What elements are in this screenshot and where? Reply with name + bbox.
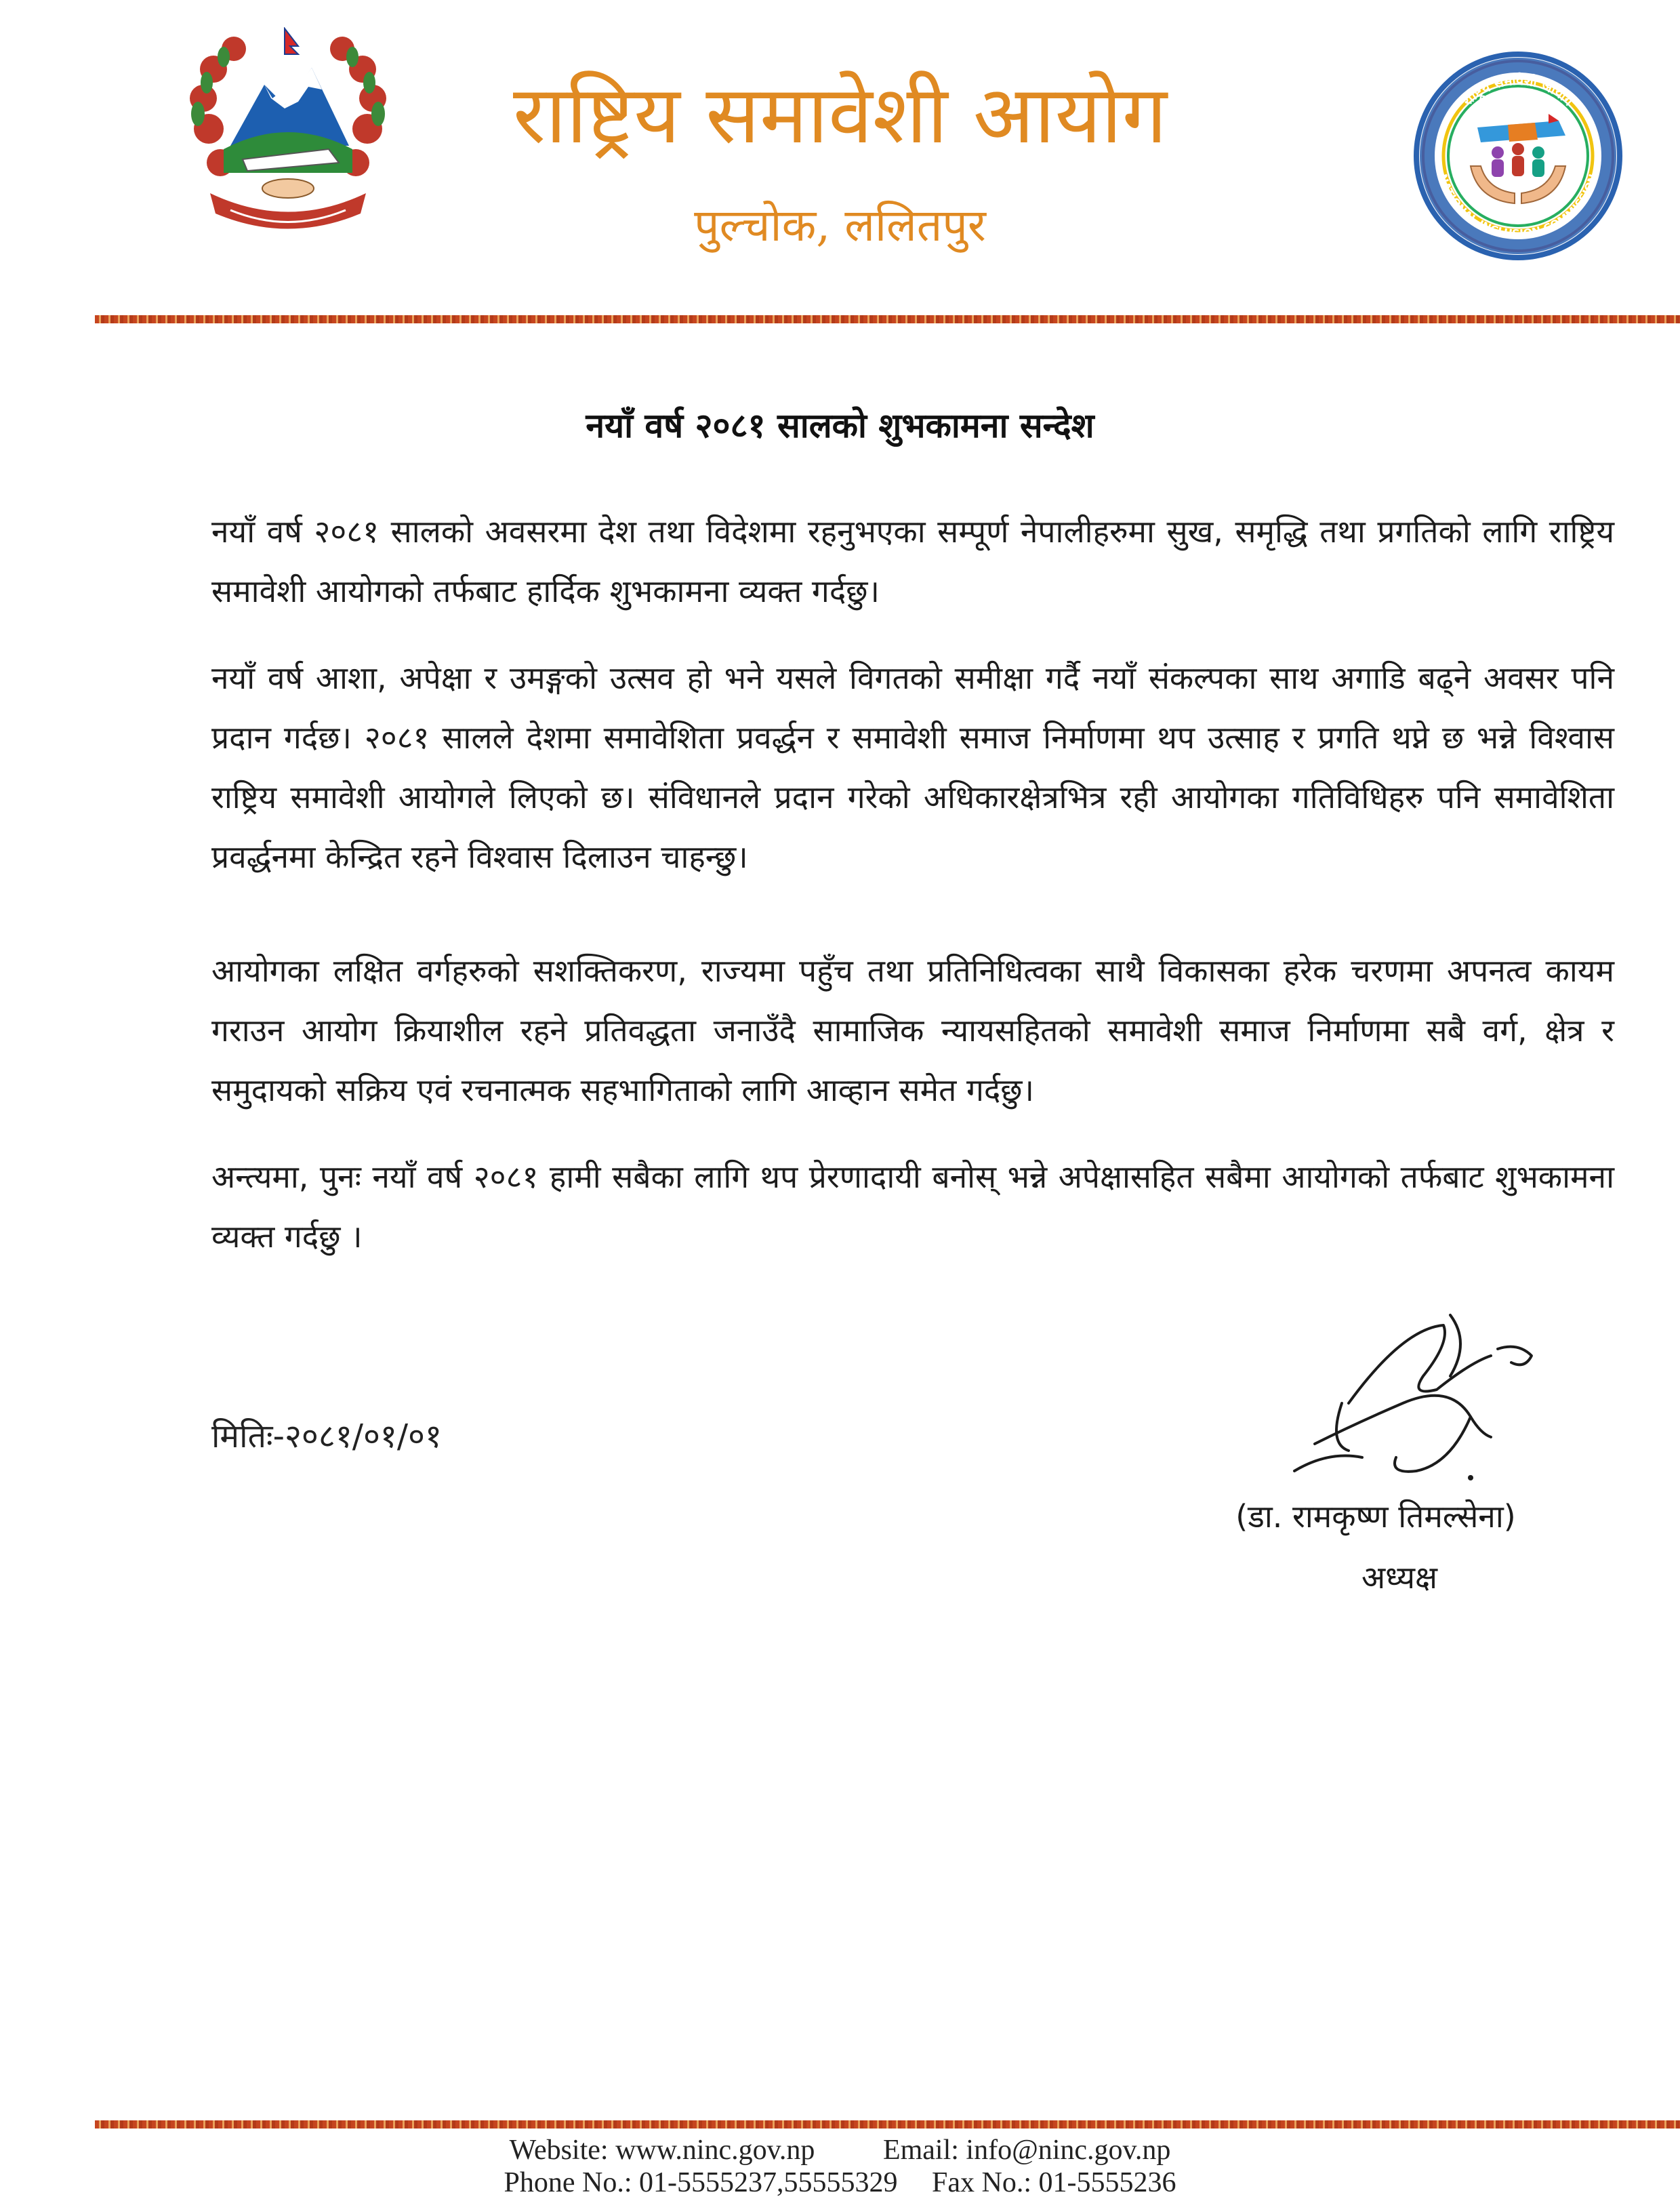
letter-title: नयाँ वर्ष २०८१ सालको शुभकामना सन्देश <box>586 406 1094 445</box>
letterhead-divider-bottom <box>95 2120 1680 2129</box>
footer-contact-line-1 <box>0 2134 1680 2166</box>
footer-fax: Fax No.: 01-5555236 <box>932 2167 1176 2198</box>
footer-website: Website: www.ninc.gov.np <box>509 2135 815 2166</box>
letter-paragraph-2: नयाँ वर्ष आशा, अपेक्षा र उमङ्गको उत्सव हो भने यसले विगतको समीक्षा गर्दै नयाँ संकल्पका साथ अगाडि बढ्ने अवसर पनि प्रदान गर्दछ। २०८१ सालले देशमा समावेशिता प्रवर्द्धन र समावेशी समाज निर्माणमा थप उत्साह र प्रगति थप्ने छ भन्ने विश्वास राष्ट्रिय समावेशी आयोगले लिएको छ। संविधानले प्रदान गरेको अधिकारक्षेत्रभित्र रही आयोगका गतिविधिहरु पनि समावेशिता प्रवर्द्धनमा केन्द्रित रहने विश्वास दिलाउन चाहन्छु। <box>211 660 1614 875</box>
letter-date: मितिः-२०८१/०१/०१ <box>211 1417 442 1455</box>
signatory-name: (डा. रामकृष्ण तिमल्सेना) <box>1235 1498 1516 1535</box>
letter-paragraph-1: नयाँ वर्ष २०८१ सालको अवसरमा देश तथा विदेशमा रहनुभएका सम्पूर्ण नेपालीहरुमा सुख, समृद्धि तथा प्रगतिको लागि राष्ट्रिय समावेशी आयोगको तर्फबाट हार्दिक शुभकामना व्यक्त गर्दछु। <box>211 513 1614 609</box>
signatory-title: अध्यक्ष <box>1361 1559 1438 1596</box>
letter-paragraph-4: अन्त्यमा, पुनः नयाँ वर्ष २०८१ हामी सबैका लागि थप प्रेरणादायी बनोस् भन्ने अपेक्षासहित सबैमा आयोगको तर्फबाट शुभकामना व्यक्त गर्दछु । <box>211 1158 1614 1255</box>
organization-address: पुल्चोक, ललितपुर <box>694 199 986 251</box>
letter-paragraph-3: आयोगका लक्षित वर्गहरुको सशक्तिकरण, राज्यमा पहुँच तथा प्रतिनिधित्वका साथै विकासका हरेक चरणमा अपनत्व कायम गराउन आयोग क्रियाशील रहने प्रतिवद्धता जनाउँदै सामाजिक न्यायसहितको समावेशी समाज निर्माणमा सबै वर्ग, क्षेत्र र समुदायको सक्रिय एवं रचनात्मक सहभागिताको लागि आव्हान समेत गर्दछु। <box>211 952 1614 1108</box>
footer-phone: Phone No.: 01-5555237,55555329 <box>504 2167 898 2198</box>
national-inclusion-commission-logo <box>1413 41 1623 264</box>
logo-arc-text: राष्ट्रिय समावेशी आयोग <box>1459 71 1577 109</box>
organization-name: राष्ट्रिय समावेशी आयोग <box>512 68 1168 161</box>
footer-contact-line-2 <box>0 2166 1680 2199</box>
letterhead-divider-top <box>95 315 1680 323</box>
logo-ring-text: NATIONAL INCLUSION COMMISSION <box>1436 172 1600 241</box>
letter-body <box>211 502 1614 1293</box>
footer-email: Email: info@ninc.gov.np <box>882 2135 1171 2166</box>
handwritten-signature <box>1247 1302 1559 1505</box>
